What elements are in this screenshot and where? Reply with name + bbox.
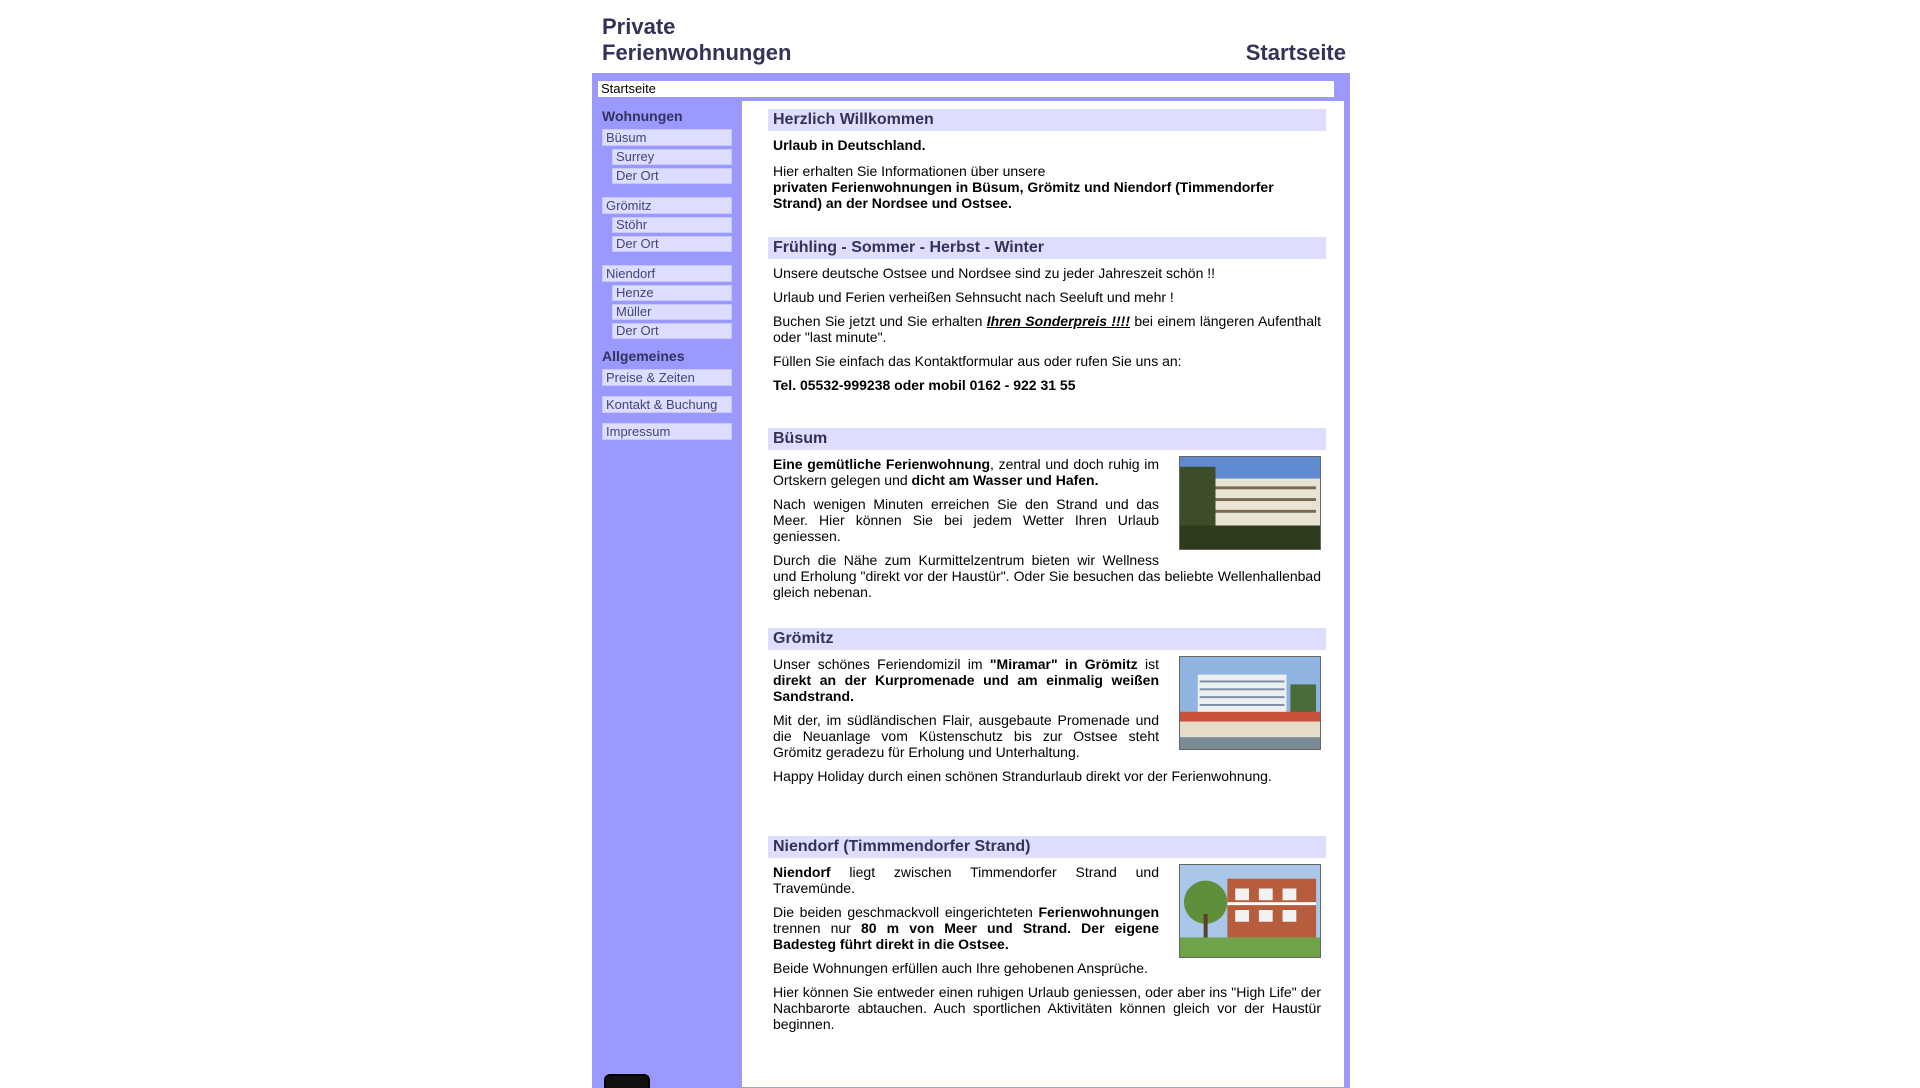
- section-welcome: [768, 109, 1326, 219]
- contact-phone: Tel. 05532-999238 oder mobil 0162 - 922 31 55: [773, 377, 1076, 393]
- nav-sub-groemitz-der-ort[interactable]: Der Ort: [612, 236, 732, 252]
- groemitz-text-3: Happy Holiday durch einen schönen Strandurlaub direkt vor der Ferienwohnung.: [773, 768, 1272, 784]
- section-title: Büsum: [768, 428, 1326, 450]
- groemitz-text-2: Mit der, im südländischen Flair, ausgebaute Promenade und die Neuanlage vom Küstenschutz bis zur Ostsee steht Grömitz geradezu für Erholung und Unterhaltung.: [773, 712, 1159, 760]
- section-title: Frühling - Sommer - Herbst - Winter: [768, 237, 1326, 259]
- special-price-link[interactable]: Ihren Sonderpreis !!!!: [986, 313, 1130, 329]
- section-seasons: [768, 237, 1326, 401]
- welcome-intro-bold: privaten Ferienwohnungen in Büsum, Grömitz und Niendorf (Timmendorfer Strand) an der Nordsee und Ostsee.: [773, 179, 1274, 211]
- nav-item-buesum[interactable]: Büsum: [602, 129, 732, 146]
- niendorf-text-4: Hier können Sie entweder einen ruhigen Urlaub geniessen, oder aber ins "High Life" der Nachbarorte abtauchen. Auch sportlichen Aktivitäten können gleich vor der Haustür beginnen.: [773, 984, 1321, 1032]
- nav-sub-henze[interactable]: Henze: [612, 285, 732, 301]
- nav-heading-wohnungen: Wohnungen: [602, 108, 683, 124]
- seasons-text-4: Füllen Sie einfach das Kontaktformular aus oder rufen Sie uns an:: [773, 353, 1182, 369]
- section-title: Grömitz: [768, 628, 1326, 650]
- section-title: Herzlich Willkommen: [768, 109, 1326, 131]
- sidebar-nav: [592, 101, 737, 440]
- main-frame: [592, 73, 1350, 1088]
- nav-sub-stoehr[interactable]: Stöhr: [612, 217, 732, 233]
- niendorf-house-photo: [1179, 864, 1321, 958]
- niendorf-text-3: Beide Wohnungen erfüllen auch Ihre gehobenen Ansprüche.: [773, 960, 1148, 976]
- seasons-text-2: Urlaub und Ferien verheißen Sehnsucht nach Seeluft und mehr !: [773, 289, 1174, 305]
- nav-item-impressum[interactable]: Impressum: [602, 423, 732, 440]
- site-title-line1: Private: [602, 14, 676, 39]
- nav-sub-buesum-der-ort[interactable]: Der Ort: [612, 168, 732, 184]
- buesum-text-2: Nach wenigen Minuten erreichen Sie den Strand und das Meer. Hier können Sie bei jedem Wetter Ihren Urlaub geniessen.: [773, 496, 1159, 544]
- breadcrumb[interactable]: Startseite: [598, 81, 1334, 97]
- nav-sub-niendorf-der-ort[interactable]: Der Ort: [612, 323, 732, 339]
- seasons-text-1: Unsere deutsche Ostsee und Nordsee sind zu jeder Jahreszeit schön !!: [773, 265, 1216, 281]
- groemitz-hotel-photo: [1179, 656, 1321, 750]
- nav-heading-allgemeines: Allgemeines: [602, 348, 685, 364]
- section-title: Niendorf (Timmmendorfer Strand): [768, 836, 1326, 858]
- nav-item-preise[interactable]: Preise & Zeiten: [602, 369, 732, 386]
- nav-item-niendorf[interactable]: Niendorf: [602, 265, 732, 282]
- welcome-intro: Hier erhalten Sie Informationen über unsere: [773, 163, 1046, 179]
- nav-sub-surrey[interactable]: Surrey: [612, 149, 732, 165]
- site-title: [602, 14, 791, 66]
- main-content: [742, 101, 1344, 1087]
- section-buesum: Büsum Eine gemütliche Ferienwohnung, zentral und doch ruhig im Ortskern gelegen und dicht am Wasser und Hafen. Nach wenigen Minuten erreichen Sie den Strand und das Meer. Hier können Sie bei jedem Wetter Ihren Urlaub geniessen. Durch die Nähe zum Kurmittelzentrum bieten wir Wellness und Erholung "direkt vor der Haustür". Oder Sie besuchen das beliebte Wellenhallenbad gleich nebenan.: [768, 428, 1326, 608]
- nav-sub-mueller[interactable]: Müller: [612, 304, 732, 320]
- section-niendorf: Niendorf (Timmmendorfer Strand) Niendorf liegt zwischen Timmendorfer Strand und Travemünde. Die beiden geschmackvoll eingerichteten Ferienwohnungen trennen nur 80 m von Meer und Strand. Der eigene Badesteg führt direkt in die Ostsee. Beide Wohnungen erfüllen auch Ihre gehobenen Ansprüche. Hier können Sie entweder einen ruhigen Urlaub geniessen, oder aber ins "High Life" der Nachbarorte abtauchen. Auch sportlichen Aktivitäten können gleich vor der Haustür beginnen.: [768, 836, 1326, 1040]
- nav-item-groemitz[interactable]: Grömitz: [602, 197, 732, 214]
- buesum-building-photo: [1179, 456, 1321, 550]
- page-heading: Startseite: [1245, 40, 1346, 65]
- buesum-text-3: Durch die Nähe zum Kurmittelzentrum bieten wir Wellness und Erholung "direkt vor der Haustür". Oder Sie besuchen das beliebte Wellenhallenbad gleich nebenan.: [773, 552, 1321, 600]
- footer-badge-icon[interactable]: [604, 1074, 650, 1088]
- section-groemitz: Grömitz Unser schönes Feriendomizil im "Miramar" in Grömitz ist direkt an der Kurpromenade und am einmalig weißen Sandstrand. Mit der, im südländischen Flair, ausgebaute Promenade und die Neuanlage vom Küstenschutz bis zur Ostsee steht Grömitz geradezu für Erholung und Unterhaltung. Happy Holiday durch einen schönen Strandurlaub direkt vor der Ferienwohnung.: [768, 628, 1326, 792]
- seasons-text-3: Buchen Sie jetzt und Sie erhalten Ihren Sonderpreis !!!! bei einem längeren Aufenthalt oder "last minute".: [773, 313, 1321, 345]
- nav-item-kontakt[interactable]: Kontakt & Buchung: [602, 396, 732, 413]
- page-wrapper: [598, 0, 1350, 1080]
- site-title-line2: Ferienwohnungen: [602, 40, 792, 65]
- welcome-lead: Urlaub in Deutschland.: [773, 137, 926, 153]
